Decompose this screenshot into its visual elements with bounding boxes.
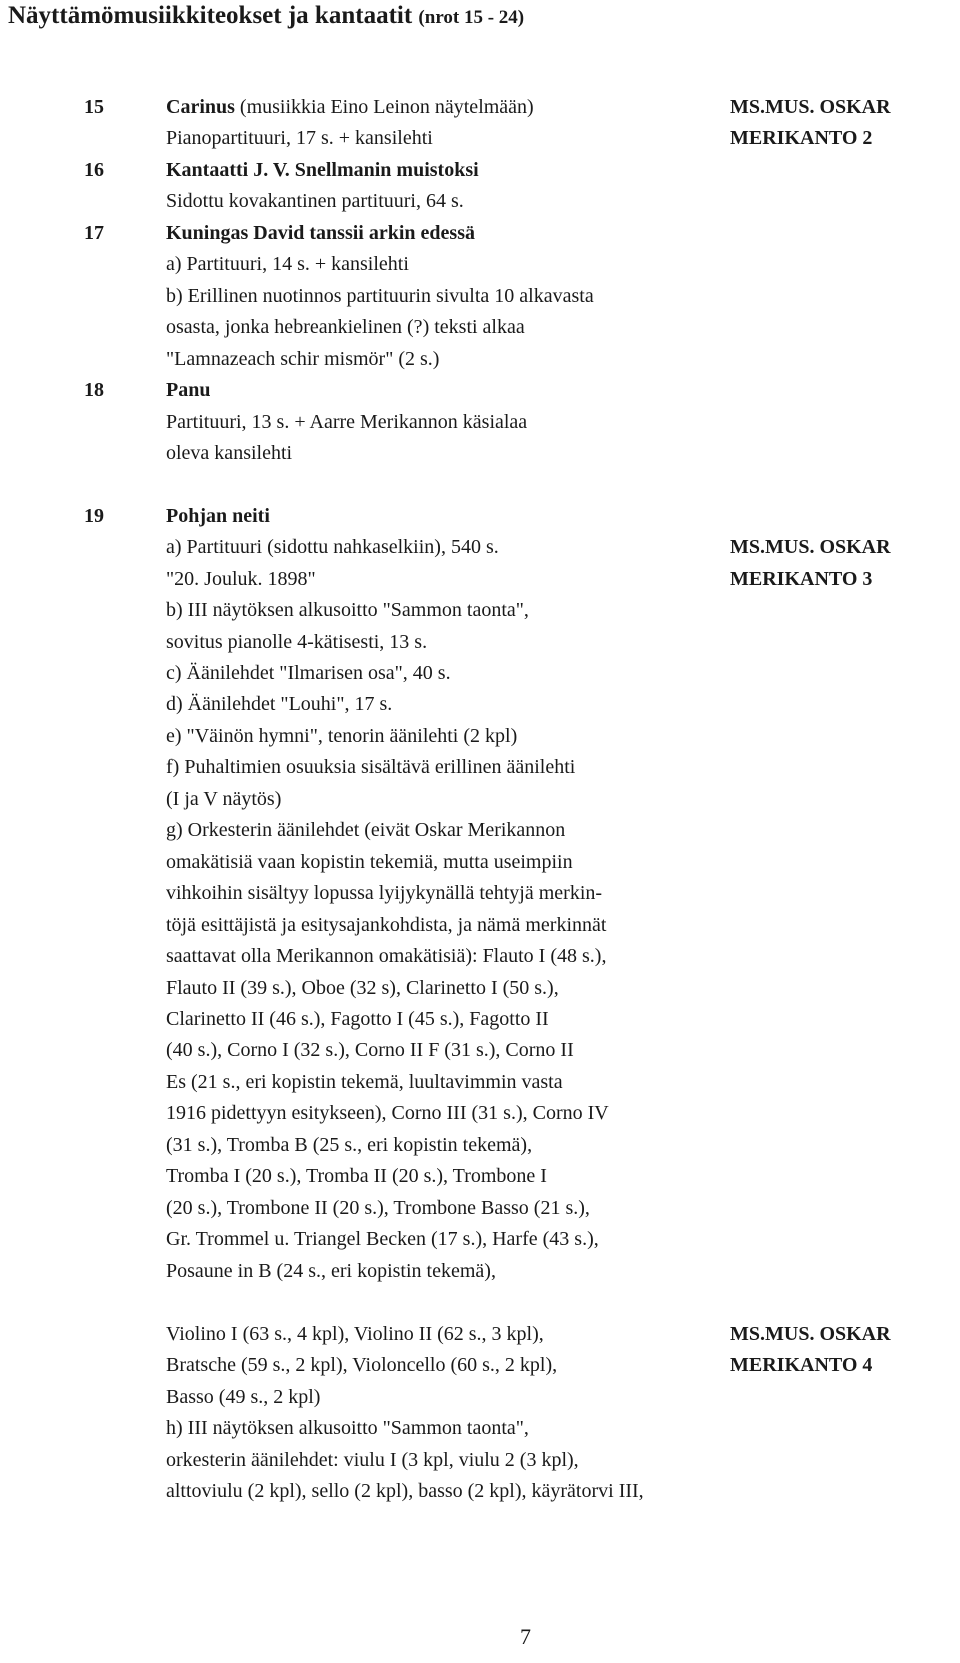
archive-label-line2: MERIKANTO 3 bbox=[730, 568, 873, 590]
entry-line: a) Partituuri, 14 s. + kansilehti bbox=[166, 253, 409, 275]
page-title-text: Näyttämömusiikkiteokset ja kantaatit bbox=[8, 2, 413, 29]
entry-line: Flauto II (39 s.), Oboe (32 s), Clarinetto I (50 s.), bbox=[166, 977, 559, 999]
archive-label-line1: MS.MUS. OSKAR bbox=[730, 96, 891, 118]
entry-line: (20 s.), Trombone II (20 s.), Trombone Basso (21 s.), bbox=[166, 1197, 590, 1219]
entry-line: orkesterin äänilehdet: viulu I (3 kpl, viulu 2 (3 kpl), bbox=[166, 1449, 579, 1471]
page-title-range: (nrot 15 - 24) bbox=[418, 7, 525, 28]
entry-line: Pianopartituuri, 17 s. + kansilehti bbox=[166, 127, 433, 149]
entry-line: (40 s.), Corno I (32 s.), Corno II F (31 s.), Corno II bbox=[166, 1039, 574, 1061]
archive-label-line1: MS.MUS. OSKAR bbox=[730, 536, 891, 558]
entry-line: alttoviulu (2 kpl), sello (2 kpl), basso (2 kpl), käyrätorvi III, bbox=[166, 1480, 644, 1502]
entry-line: Bratsche (59 s., 2 kpl), Violoncello (60 s., 2 kpl), bbox=[166, 1354, 558, 1376]
entry-number-18: 18 bbox=[84, 379, 104, 401]
entry-line: omakätisiä vaan kopistin tekemiä, mutta useimpiin bbox=[166, 851, 573, 873]
entry-line: "20. Jouluk. 1898" bbox=[166, 568, 316, 590]
archive-label-line2: MERIKANTO 4 bbox=[730, 1354, 873, 1376]
entry-line: Posaune in B (24 s., eri kopistin tekemä), bbox=[166, 1260, 496, 1282]
entry-title-16: Kantaatti J. V. Snellmanin muistoksi bbox=[166, 159, 479, 181]
entry-line: Violino I (63 s., 4 kpl), Violino II (62 s., 3 kpl), bbox=[166, 1323, 544, 1345]
entry-line: Tromba I (20 s.), Tromba II (20 s.), Trombone I bbox=[166, 1165, 547, 1187]
archive-label-line2: MERIKANTO 2 bbox=[730, 127, 873, 149]
entry-line: Clarinetto II (46 s.), Fagotto I (45 s.), Fagotto II bbox=[166, 1008, 549, 1030]
entry-line: h) III näytöksen alkusoitto "Sammon taonta", bbox=[166, 1417, 529, 1439]
entry-number-17: 17 bbox=[84, 222, 104, 244]
entry-number-19: 19 bbox=[84, 505, 104, 527]
entry-line: (31 s.), Tromba B (25 s., eri kopistin tekemä), bbox=[166, 1134, 533, 1156]
entry-line: c) Äänilehdet "Ilmarisen osa", 40 s. bbox=[166, 662, 451, 684]
entry-line: Sidottu kovakantinen partituuri, 64 s. bbox=[166, 190, 464, 212]
entry-line: b) III näytöksen alkusoitto "Sammon taonta", bbox=[166, 599, 529, 621]
entry-title-17: Kuningas David tanssii arkin edessä bbox=[166, 222, 475, 244]
archive-label-line1: MS.MUS. OSKAR bbox=[730, 1323, 891, 1345]
entry-line: Gr. Trommel u. Triangel Becken (17 s.), Harfe (43 s.), bbox=[166, 1228, 599, 1250]
entry-line: vihkoihin sisältyy lopussa lyijykynällä tehtyjä merkin- bbox=[166, 882, 603, 904]
entry-line: g) Orkesterin äänilehdet (eivät Oskar Merikannon bbox=[166, 819, 566, 841]
entry-line: f) Puhaltimien osuuksia sisältävä erillinen äänilehti bbox=[166, 756, 576, 778]
entry-number-15: 15 bbox=[84, 96, 104, 118]
entry-line: e) "Väinön hymni", tenorin äänilehti (2 kpl) bbox=[166, 725, 518, 747]
page-number: 7 bbox=[520, 1624, 531, 1649]
entry-line: a) Partituuri (sidottu nahkaselkiin), 540 s. bbox=[166, 536, 499, 558]
entry-line: Partituuri, 13 s. + Aarre Merikannon käsialaa bbox=[166, 411, 528, 433]
entry-line: b) Erillinen nuotinnos partituurin sivulta 10 alkavasta bbox=[166, 285, 594, 307]
entry-line: oleva kansilehti bbox=[166, 442, 293, 464]
entry-line: osasta, jonka hebreankielinen (?) teksti alkaa bbox=[166, 316, 525, 338]
entry-line: (I ja V näytös) bbox=[166, 788, 282, 810]
entry-line: 1916 pidettyyn esitykseen), Corno III (31 s.), Corno IV bbox=[166, 1102, 609, 1124]
entry-title-15 bbox=[166, 95, 534, 119]
entry-title-15-name: Carinus bbox=[166, 96, 235, 118]
entry-line: Es (21 s., eri kopistin tekemä, luultavimmin vasta bbox=[166, 1071, 563, 1093]
entry-line: töjä esittäjistä ja esitysajankohdista, ja nämä merkinnät bbox=[166, 914, 607, 936]
entry-title-15-note: (musiikkia Eino Leinon näytelmään) bbox=[239, 96, 534, 118]
entry-title-18: Panu bbox=[166, 379, 211, 401]
entry-line: "Lamnazeach schir mismör" (2 s.) bbox=[166, 348, 440, 370]
entry-title-19: Pohjan neiti bbox=[166, 505, 270, 527]
entry-number-16: 16 bbox=[84, 159, 104, 181]
entry-line: sovitus pianolle 4-kätisesti, 13 s. bbox=[166, 631, 428, 653]
page-title bbox=[8, 2, 524, 30]
entry-line: Basso (49 s., 2 kpl) bbox=[166, 1386, 321, 1408]
entry-line: d) Äänilehdet "Louhi", 17 s. bbox=[166, 693, 393, 715]
entry-line: saattavat olla Merikannon omakätisiä): Flauto I (48 s.), bbox=[166, 945, 607, 967]
